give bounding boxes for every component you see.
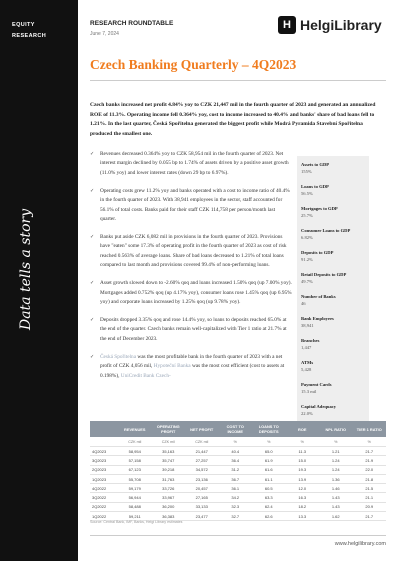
- table-cell: 61.6: [252, 465, 286, 474]
- table-cell: 18.2: [286, 502, 320, 511]
- stat-label: Deposits to GDP: [301, 250, 334, 255]
- table-cell: 23,477: [185, 512, 219, 521]
- table-cell: 34,572: [185, 465, 219, 474]
- table-cell: 62.4: [252, 502, 286, 511]
- table-cell: 33,133: [185, 502, 219, 511]
- row-label: 3Q2023: [90, 456, 118, 465]
- table-row: [90, 493, 386, 502]
- unit-cell: CZK mil: [118, 437, 152, 447]
- stat-value: 46: [301, 301, 306, 306]
- stat-label: Capital Adequacy: [301, 404, 337, 409]
- table-row: [90, 474, 386, 483]
- table-cell: 36.1: [219, 484, 253, 493]
- stat-mortgages-to-gdp: [301, 206, 338, 220]
- table-cell: 61.1: [252, 474, 286, 483]
- table-cell: 13.3: [286, 512, 320, 521]
- row-label: 1Q2022: [90, 512, 118, 521]
- table-cell: 60.5: [252, 484, 286, 493]
- quarterly-table: [90, 421, 386, 521]
- unit-cell: CZK mil: [185, 437, 219, 447]
- report-date: June 7, 2024: [90, 31, 119, 37]
- table-cell: 58,488: [118, 502, 152, 511]
- unit-cell: %: [319, 437, 353, 447]
- table-cell: 21.1: [353, 493, 387, 502]
- logo-mark-icon: H: [278, 16, 296, 34]
- table-cell: 21.9: [353, 456, 387, 465]
- stat-value: 56.5%: [301, 191, 313, 196]
- table-cell: 61.9: [252, 456, 286, 465]
- bullet-revenues: ✓ Revenues decreased 0.364% yoy to CZK 58,954 mil in the fourth quarter of 2023. Net interest margin declined by 0.055 bp to 1.74% of assets driven by a positive asset growth (11.0% yoy) and lower interest rates (down 29 bp to 6.97%).: [90, 150, 292, 178]
- stat-assets-to-gdp: [301, 162, 329, 176]
- stat-deposits-to-gdp: [301, 250, 333, 264]
- row-label: 4Q2023: [90, 447, 118, 456]
- column-header-cost-to-income: COST TO INCOME: [219, 421, 253, 437]
- link-unicredit-bank[interactable]: UniCredit Bank Czech-: [120, 372, 171, 379]
- row-label: 4Q2022: [90, 484, 118, 493]
- table-cell: 65.0: [252, 447, 286, 456]
- data-table: [90, 421, 386, 521]
- table-cell: 21.5: [353, 484, 387, 493]
- row-label: 1Q2023: [90, 474, 118, 483]
- stat-label: Retail Deposits to GDP: [301, 272, 347, 277]
- stat-atms: [301, 360, 313, 374]
- table-cell: 21.7: [353, 512, 387, 521]
- table-cell: 36,200: [152, 502, 186, 511]
- table-row: [90, 456, 386, 465]
- table-row: [90, 484, 386, 493]
- bullet-list: [90, 150, 292, 390]
- stat-number-of-banks: [301, 294, 336, 308]
- key-stats-panel: [297, 156, 369, 421]
- bullet-deposits: ✓ Deposits dropped 3.35% qoq and rose 14.4% yoy, so loans to deposits reached 65.0% at the end of the quarter. Czech banks remain well-capitalized with Tier 1 ratio at 21.7% at the end of December 2023.: [90, 316, 292, 344]
- bullet-bank-ranking-text-a: was the most profitable bank in the fourth quarter of 2023 with a net profit of CZK 4,056 mil,: [100, 353, 283, 370]
- table-cell: 21.8: [353, 474, 387, 483]
- table-cell: 1.24: [319, 456, 353, 465]
- table-cell: 16.3: [286, 493, 320, 502]
- stat-label: Consumer Loans to GDP: [301, 228, 351, 233]
- table-cell: 1.62: [319, 512, 353, 521]
- column-header-operating-profit: OPERATING PROFIT: [152, 421, 186, 437]
- stat-value: 25.7%: [301, 213, 313, 218]
- table-row: [90, 447, 386, 456]
- sidebar-tagline: Data tells a story: [18, 208, 34, 330]
- page-title: Czech Banking Quarterly – 4Q2023: [90, 57, 297, 72]
- stat-label: Loans to GDP: [301, 184, 329, 189]
- report-category: RESEARCH ROUNDTABLE: [90, 20, 174, 27]
- table-cell: 21.7: [353, 447, 387, 456]
- table-cell: 35,747: [152, 456, 186, 465]
- table-cell: 59,179: [118, 484, 152, 493]
- row-label: 2Q2023: [90, 465, 118, 474]
- row-label: 2Q2022: [90, 502, 118, 511]
- bullet-provisions: ✓ Banks put aside CZK 6,082 mil in provisions in the fourth quarter of 2023. Provisions have "eaten" some 17.3% of operating profit in the fourth quarter of 2023 as cost of risk reached 0.563% of average loans. Share of bad loans decreased to 1.21% of total loans compared to last month and provisions covered 99.4% of non-performing loans.: [90, 233, 292, 271]
- column-header-revenues: REVENUES: [118, 421, 152, 437]
- unit-cell: %: [219, 437, 253, 447]
- table-cell: 39,218: [152, 465, 186, 474]
- table-cell: 57,158: [118, 456, 152, 465]
- table-cell: 36.4: [219, 456, 253, 465]
- table-cell: 1.43: [319, 502, 353, 511]
- table-cell: 55,708: [118, 474, 152, 483]
- stat-value: 15.3 mil: [301, 389, 317, 394]
- table-cell: 40.4: [219, 447, 253, 456]
- stat-value: 155%: [301, 169, 312, 174]
- column-header-loans-to-deposits: LOANS TO DEPOSITS: [252, 421, 286, 437]
- table-cell: 35,163: [152, 447, 186, 456]
- bullet-asset-growth: ✓ Asset growth slowed down to -2.60% qoq and loans increased 1.50% qoq (up 7.00% yoy). Mortgages added 0.752% qoq (up 4.17% yoy), consumer loans rose 1.45% qoq (up 6.95% yoy) and corporate loans increased by 1.25% qoq (up 9.78% yoy).: [90, 279, 292, 307]
- sidebar: [0, 0, 78, 561]
- stat-payment-cards: [301, 382, 332, 396]
- table-cell: 32.3: [219, 502, 253, 511]
- table-cell: 58,954: [118, 447, 152, 456]
- table-cell: 34.2: [219, 493, 253, 502]
- column-header-npl-ratio: NPL RATIO: [319, 421, 353, 437]
- stat-branches: [301, 338, 319, 352]
- table-cell: 1.21: [319, 447, 353, 456]
- stat-value: 5,428: [301, 367, 312, 372]
- table-row: [90, 502, 386, 511]
- table-cell: 59,211: [118, 512, 152, 521]
- table-cell: 31,763: [152, 474, 186, 483]
- stat-retail-deposits-to-gdp: [301, 272, 346, 286]
- table-cell: 11.3: [286, 447, 320, 456]
- table-cell: 21,447: [185, 447, 219, 456]
- table-cell: 12.0: [286, 484, 320, 493]
- unit-cell: [90, 437, 118, 447]
- table-header-row: [90, 421, 386, 437]
- intro-paragraph: Czech banks increased net profit 4.84% yoy to CZK 21,447 mil in the fourth quarter of 2023 and generated an annualized ROE of 11.3%. Operating income fell 0.364% yoy, cost to income increased to 40.4% and banks' share of bad loans fell to 1.21%. In the last quarter, Česká Spořitelna generated the biggest profit while Modrá Pyramida Stavební Spořitelna produced the smallest one.: [90, 102, 376, 137]
- table-cell: 31.2: [219, 465, 253, 474]
- stat-value: 6.82%: [301, 235, 313, 240]
- table-row: [90, 465, 386, 474]
- stat-value: 22.0%: [301, 411, 313, 416]
- table-cell: 15.0: [286, 456, 320, 465]
- stat-value: 49.7%: [301, 279, 313, 284]
- link-ceska-sporitelna[interactable]: Česká Spořitelna: [100, 353, 137, 360]
- table-cell: 56,944: [118, 493, 152, 502]
- footer-url-link[interactable]: www.helgilibrary.com: [334, 541, 386, 547]
- unit-cell: %: [286, 437, 320, 447]
- stat-label: Payment Cards: [301, 382, 332, 387]
- table-cell: 20.9: [353, 502, 387, 511]
- bullet-bank-ranking: [90, 353, 292, 381]
- logo-text: HelgiLibrary: [300, 17, 382, 33]
- row-label: 3Q2022: [90, 493, 118, 502]
- stat-label: Bank Employees: [301, 316, 334, 321]
- stat-label: Number of Banks: [301, 294, 336, 299]
- table-cell: 27,165: [185, 493, 219, 502]
- table-cell: 27,257: [185, 456, 219, 465]
- table-cell: 33,967: [152, 493, 186, 502]
- unit-cell: %: [353, 437, 387, 447]
- equity-research-label: [12, 20, 46, 42]
- link-hypotecni-banka[interactable]: Hypoteční Banka: [153, 363, 191, 370]
- table-cell: 62.6: [252, 512, 286, 521]
- stat-value: 1,447: [301, 345, 312, 350]
- column-header-roe: ROE: [286, 421, 320, 437]
- table-cell: 33,726: [152, 484, 186, 493]
- stat-value: 38,941: [301, 323, 314, 328]
- stat-label: Assets to GDP: [301, 162, 330, 167]
- bullet-bank-ranking-text-b: was the most cost efficient (cost to assets at 0.198%),: [100, 363, 285, 379]
- title-divider: [90, 80, 386, 81]
- stat-bank-employees: [301, 316, 334, 330]
- table-cell: 1.24: [319, 465, 353, 474]
- table-cell: 13.9: [286, 474, 320, 483]
- stat-label: Mortgages to GDP: [301, 206, 338, 211]
- table-cell: 67,123: [118, 465, 152, 474]
- table-cell: 32.7: [219, 512, 253, 521]
- table-cell: 1.43: [319, 493, 353, 502]
- unit-cell: %: [252, 437, 286, 447]
- table-cell: 1.36: [319, 474, 353, 483]
- column-header-tier1-ratio: TIER 1 RATIO: [353, 421, 387, 437]
- table-cell: 36,383: [152, 512, 186, 521]
- table-cell: 36.7: [219, 474, 253, 483]
- stat-label: ATMs: [301, 360, 314, 365]
- stat-capital-adequacy: [301, 404, 336, 418]
- stat-consumer-loans-to-gdp: [301, 228, 350, 242]
- stat-loans-to-gdp: [301, 184, 329, 198]
- stat-label: Branches: [301, 338, 320, 343]
- table-cell: 63.3: [252, 493, 286, 502]
- column-header: [90, 421, 118, 437]
- table-cell: 20,457: [185, 484, 219, 493]
- sidebar-line-2: RESEARCH: [12, 33, 47, 39]
- stat-value: 91.2%: [301, 257, 313, 262]
- helgilibrary-logo[interactable]: [278, 14, 382, 36]
- table-cell: 19.3: [286, 465, 320, 474]
- bullet-costs: ✓ Operating costs grew 11.2% yoy and banks operated with a cost to income ratio of 40.4% in the fourth quarter of 2023. With 38,941 employees in the sector, staff accounted for 56.1% of total costs. Banks paid for their staff CZK 114,758 per person/month last quarter.: [90, 187, 292, 225]
- unit-cell: CZK mil: [152, 437, 186, 447]
- table-cell: 23,136: [185, 474, 219, 483]
- sidebar-line-1: EQUITY: [12, 22, 35, 28]
- column-header-net-profit: NET PROFIT: [185, 421, 219, 437]
- table-source-note: Source: Central Bank, IMF, Banks, Helgi Library estimates: [90, 520, 183, 524]
- table-cell: 1.46: [319, 484, 353, 493]
- table-units-row: [90, 437, 386, 447]
- table-cell: 22.0: [353, 465, 387, 474]
- footer-divider: [90, 535, 386, 536]
